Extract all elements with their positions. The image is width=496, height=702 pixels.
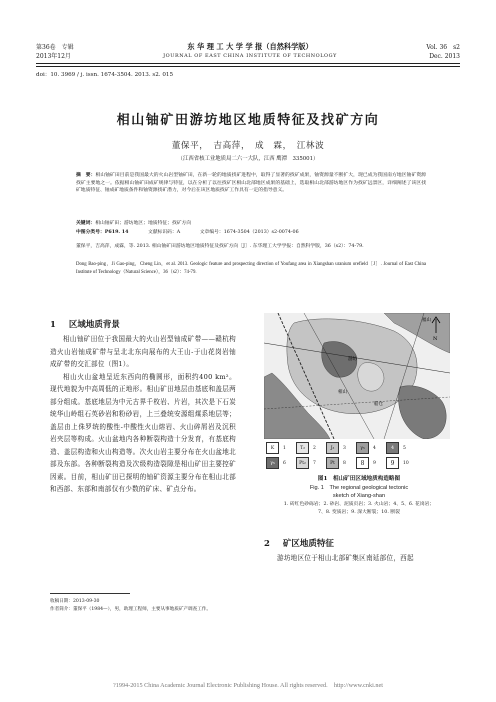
legend-num-3: 3 bbox=[343, 445, 346, 451]
keywords bbox=[76, 220, 426, 228]
figure-1-caption bbox=[264, 475, 454, 518]
section-1-title: 区域地质背景 bbox=[68, 320, 120, 330]
legend-swatch-9: 8 bbox=[356, 457, 369, 469]
date-cn: 2013年12月 bbox=[36, 53, 71, 60]
figure-1-legend bbox=[264, 439, 416, 472]
legend-swatch-4: γ₅ bbox=[356, 442, 369, 454]
keywords-label: 关键词： bbox=[76, 220, 96, 226]
legend-swatch-8: Pt bbox=[326, 457, 339, 469]
journal-title-en: JOURNAL OF EAST CHINA INSTITUTE OF TECHNOLOGY bbox=[163, 53, 337, 59]
section-2-paragraph-1: 游坊地区位于相山北部矿集区南延部位，西起 bbox=[277, 554, 414, 562]
classification-row bbox=[76, 229, 426, 237]
header-rule-bottom bbox=[36, 66, 460, 67]
legend-num-9: 9 bbox=[373, 460, 376, 466]
copyright-footer: ?1994-2015 China Academic Journal Electronic Publishing House. All rights reserved. http://www.cnki.net bbox=[113, 682, 383, 689]
header-rule-top bbox=[36, 63, 460, 64]
journal-title-cn: 东 华 理 工 大 学 学 报（自然科学版） bbox=[187, 42, 313, 51]
article-number: 文章编号：1674-3504（2013）s2-0074-06 bbox=[199, 230, 299, 235]
legend-swatch-7: Pt₂ bbox=[296, 457, 309, 469]
figure-1-map bbox=[264, 313, 450, 439]
section-2-body bbox=[264, 552, 454, 565]
volume-en: Vol. 36 s2 bbox=[426, 44, 460, 51]
section-1-body bbox=[50, 333, 236, 496]
legend-num-4: 4 bbox=[373, 445, 376, 451]
section-1-number: 1 bbox=[50, 320, 56, 330]
legend-swatch-3: J₃ bbox=[326, 442, 339, 454]
legend-num-7: 7 bbox=[313, 460, 316, 466]
legend-num-2: 2 bbox=[313, 445, 316, 451]
legend-num-1: 1 bbox=[283, 445, 286, 451]
legend-swatch-1: K bbox=[266, 442, 279, 454]
received-date: 收稿日期：2013-09-30 bbox=[50, 599, 100, 604]
section-2-heading bbox=[264, 537, 334, 549]
volume-issue-cn: 第36卷 专辑 bbox=[36, 44, 74, 51]
legend-swatch-2: T₂ bbox=[296, 442, 309, 454]
authors: 董保平， 吉高萍， 成 霖， 江林波 bbox=[171, 141, 325, 151]
clc-number: 中图分类号：P619. 14 bbox=[76, 229, 129, 235]
place-label-xiangshan: 相山 bbox=[338, 390, 347, 395]
geological-map bbox=[264, 313, 450, 439]
citation-cn: 董保平，吉高萍，成霖，等. 2013. 相山铀矿田游坊地区地质特征及找矿方向［J］. 东华理工大学学报：自然科学版，36（s2）：74-79. bbox=[76, 244, 364, 249]
caption-cn: 图1 相山矿田区域地质构造略图 bbox=[317, 476, 401, 482]
legend-swatch-6: γ₅ bbox=[266, 457, 279, 469]
footnote-rule bbox=[50, 593, 130, 594]
citation-en: Dong Bao-ping，Ji Gao-ping，Cheng Lin，et al. 2013. Geologic feature and prospecting direction of Youfang area in Xiangshan uranium orefield［J］. Journal of East China Institute of Technology（Natural Science），36（s2）：74-79. bbox=[76, 262, 426, 275]
paper-title: 相山铀矿田游坊地区地质特征及找矿方向 bbox=[116, 113, 380, 128]
keywords-text: 相山铀矿田；游坊地区；地质特征；找矿方向 bbox=[95, 221, 192, 226]
author-bio: 作者简介：董保平（1984—），男，助理工程师，主要从事地质矿产调查工作。 bbox=[50, 607, 211, 612]
legend-num-8: 8 bbox=[343, 460, 346, 466]
affiliation: （江西省核工业地质局二六一大队，江西 鹰潭 335001） bbox=[177, 156, 319, 162]
section-1-paragraph-2: 相山火山盆地呈近东西向的椭圆形，面积约400 km²。现代地貌为中高周低的正地形。相山矿田地层由基底和盖层两部分组成。基底地层为中元古界千枚岩、片岩，其次是下石炭统华山岭组石英砂岩和粉砂岩，上三叠统安源组煤系地层等；盖层由上侏罗统的酸性-中酸性火山熔岩、火山碎屑岩及沉积岩夹层等构成。火山盆地内各种断裂构造十分发育，有基底构造、盖层构造和火山构造等。次火山岩主要分布在火山盆地北部及东部。各种断裂构造及次级构造裂隙是相山矿田主要控矿因素。目前，相山矿田已探明的铀矿资源主要分布在相山北部和西部、东部和南部仅有少数的矿床、矿点分布。 bbox=[50, 372, 236, 493]
caption-legend-text: 1. 砖红色砂砾岩；2. 砂岩、泥质页岩；3. 火山岩；4、5、6. 花岗岩；7、8. 变质岩；9. 深大断裂；10. 断裂 bbox=[283, 501, 435, 516]
legend-num-10: 10 bbox=[403, 460, 409, 466]
legend-num-5: 5 bbox=[403, 445, 406, 451]
caption-en-line-2: sketch of Xiang-shan bbox=[332, 493, 386, 500]
caption-en-line-1: Fig. 1 The regional geological tectonic bbox=[309, 484, 409, 491]
place-label-fushan: 福山 bbox=[422, 318, 431, 323]
section-2-number: 2 bbox=[264, 539, 270, 549]
doi: doi：10. 3969 / j. issn. 1674-3504. 2013. s2. 015 bbox=[36, 72, 174, 78]
section-1-heading bbox=[50, 318, 120, 330]
section-2-title: 矿区地质特征 bbox=[282, 539, 334, 549]
place-label-chuancang: 船仓 bbox=[374, 402, 383, 407]
abstract-label: 摘 要： bbox=[76, 172, 96, 178]
place-label-youfang: 游坊 bbox=[348, 357, 357, 362]
section-1-paragraph-1: 相山铀矿田位于我国最大的火山岩型铀成矿带——赣杭构造火山岩铀成矿带与呈北北东向展布的大王山-于山花岗岩铀成矿带的交汇部位（图1）。 bbox=[50, 335, 236, 368]
legend-swatch-5: 4 bbox=[386, 442, 399, 454]
document-code: 文献标识码：A bbox=[147, 230, 181, 235]
legend-swatch-10: 9 bbox=[386, 457, 399, 469]
abstract bbox=[76, 172, 426, 195]
abstract-text: 相山铀矿田目前是我国最大的火山岩型铀矿田，在新一轮的地质找矿进程中，取得了显著的找矿成果，铀资源量不断扩大，现已成为我国南方地区铀矿资源找矿主要地之一。依据相山铀矿田成矿规律与特征，以在分析了以往找矿区相山北部地区成果的基础上，选取相山北部游坊地区作为找矿远景区，详细阐述了该区找矿地质特征、铀成矿地质条件和铀资源找矿潜力，对今后在该区地质找矿工作具有一定的指导意义。 bbox=[76, 173, 426, 194]
footnote bbox=[50, 598, 240, 614]
date-en: Dec. 2013 bbox=[429, 53, 460, 60]
legend-num-6: 6 bbox=[283, 460, 286, 466]
north-label: N bbox=[433, 336, 438, 342]
